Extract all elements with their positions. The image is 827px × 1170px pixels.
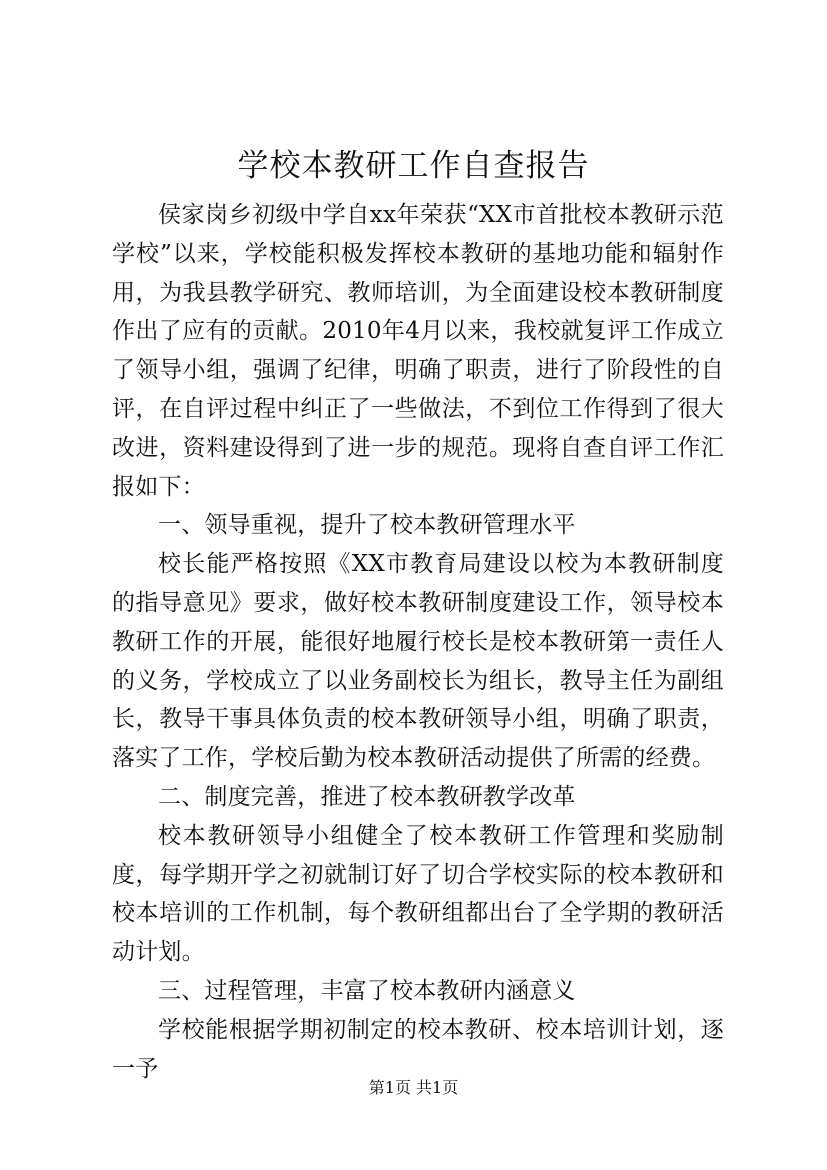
- section-heading-3: 三、过程管理，丰富了校本教研内涵意义: [158, 977, 576, 1004]
- document-body: [112, 196, 724, 1088]
- intro-paragraph: 侯家岗乡初级中学自xx年荣获“XX市首批校本教研示范学校”以来，学校能积极发挥校本教研的基地功能和辐射作用，为我县教学研究、教师培训，为全面建设校本教研制度作出了应有的贡献。2010年4月以来，我校就复评工作成立了领导小组，强调了纪律，明确了职责，进行了阶段性的自评，在自评过程中纠正了一些做法，不到位工作得到了很大改进，资料建设得到了进一步的规范。现将自查自评工作汇报如下：: [112, 202, 724, 500]
- section-heading-1: 一、领导重视，提升了校本教研管理水平: [158, 512, 576, 539]
- section-paragraph-2: 校本教研领导小组健全了校本教研工作管理和奖励制度，每学期开学之初就制订好了切合学校实际的校本教研和校本培训的工作机制，每个教研组都出台了全学期的教研活动计划。: [112, 822, 724, 966]
- section-paragraph-3: 学校能根据学期初制定的校本教研、校本培训计划，逐一予: [112, 1016, 724, 1082]
- section-paragraph-1: 校长能严格按照《XX市教育局建设以校为本教研制度的指导意见》要求，做好校本教研制度建设工作，领导校本教研工作的开展，能很好地履行校长是校本教研第一责任人的义务，学校成立了以业务副校长为组长，教导主任为副组长，教导干事具体负责的校本教研领导小组，明确了职责，落实了工作，学校后勤为校本教研活动提供了所需的经费。: [112, 551, 724, 772]
- document-title: 学校本教研工作自查报告: [237, 148, 590, 184]
- page-footer: 第1页 共1页: [368, 1078, 459, 1097]
- section-heading-2: 二、制度完善，推进了校本教研教学改革: [158, 783, 576, 810]
